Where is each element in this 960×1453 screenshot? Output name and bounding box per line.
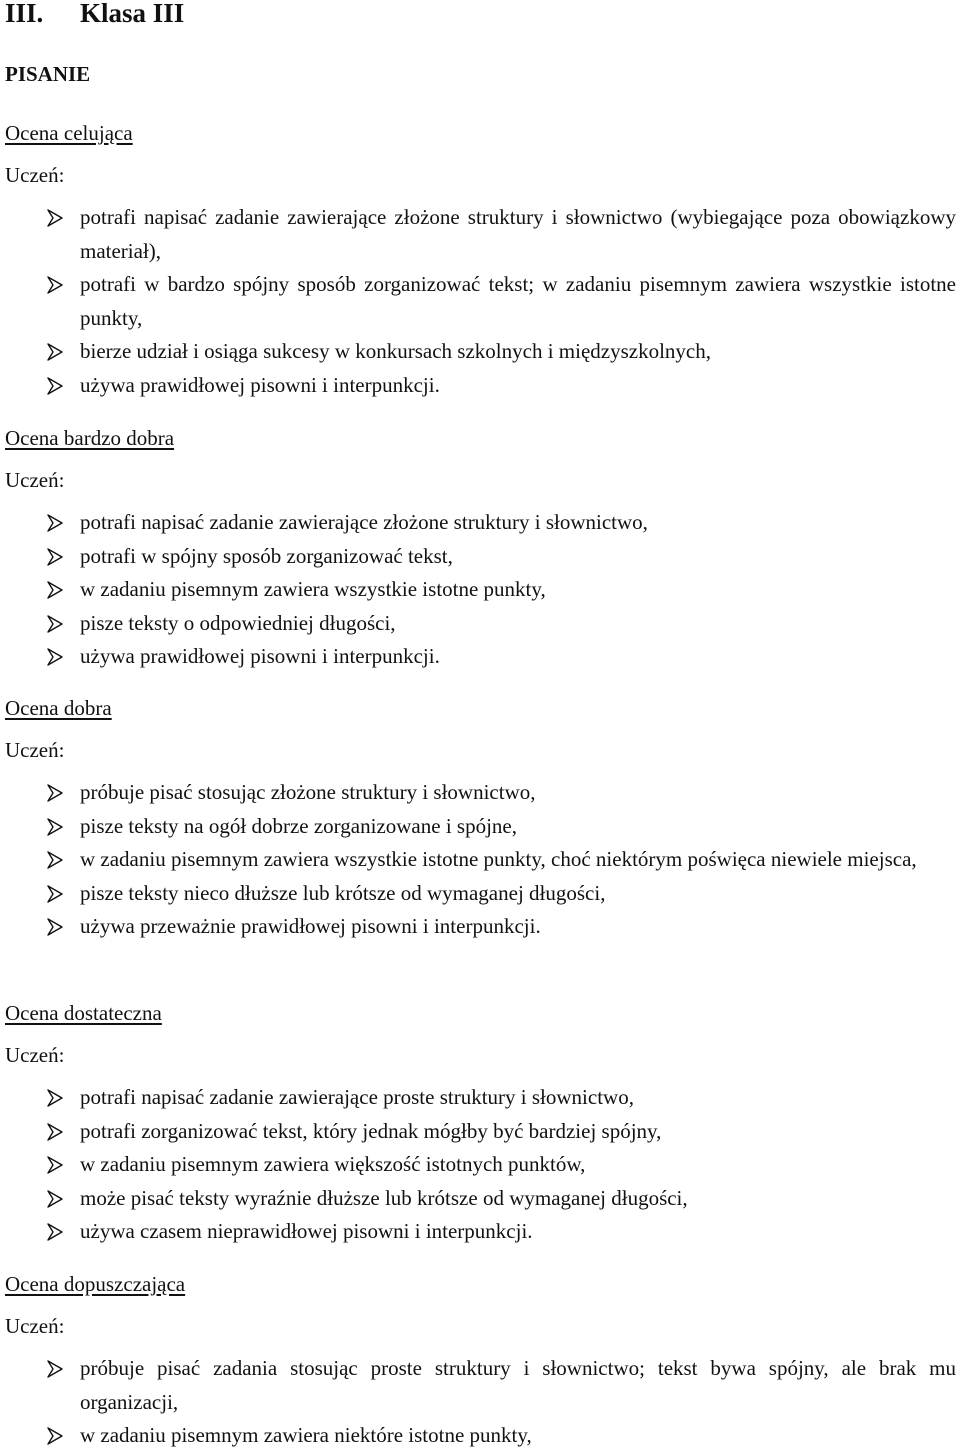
arrowhead-bullet-icon	[46, 1123, 64, 1141]
chapter-heading	[5, 0, 184, 30]
list-item-text: w zadaniu pisemnym zawiera niektóre istotne punkty,	[80, 1423, 532, 1447]
student-label: Uczeń:	[5, 738, 65, 762]
chapter-number: III.	[5, 0, 44, 28]
list-item-text: w zadaniu pisemnym zawiera większość istotnych punktów,	[80, 1152, 586, 1176]
list-item	[0, 810, 956, 844]
list-item	[0, 843, 956, 877]
criteria-list	[0, 776, 960, 944]
list-item	[0, 335, 956, 369]
list-item-text: potrafi w bardzo spójny sposób zorganizować tekst; w zadaniu pisemnym zawiera wszystkie istotne punkty,	[80, 272, 956, 330]
arrowhead-bullet-icon	[46, 885, 64, 903]
list-item-text: potrafi napisać zadanie zawierające złożone struktury i słownictwo,	[80, 510, 648, 534]
grade-title: Ocena dobra	[5, 696, 112, 720]
list-item	[0, 369, 956, 403]
grade-title: Ocena dostateczna	[5, 1001, 162, 1025]
arrowhead-bullet-icon	[46, 615, 64, 633]
student-label: Uczeń:	[5, 163, 65, 187]
list-item-text: używa przeważnie prawidłowej pisowni i interpunkcji.	[80, 914, 541, 938]
grade-title: Ocena dopuszczająca	[5, 1272, 186, 1296]
list-item-text: potrafi napisać zadanie zawierające proste struktury i słownictwo,	[80, 1085, 634, 1109]
arrowhead-bullet-icon	[46, 918, 64, 936]
arrowhead-bullet-icon	[46, 514, 64, 532]
list-item	[0, 1215, 956, 1249]
arrowhead-bullet-icon	[46, 209, 64, 227]
arrowhead-bullet-icon	[46, 1190, 64, 1208]
list-item	[0, 506, 956, 540]
list-item	[0, 877, 956, 911]
list-item	[0, 640, 956, 674]
criteria-list	[0, 201, 960, 402]
list-item	[0, 201, 956, 268]
chapter-title: Klasa III	[80, 0, 185, 28]
list-item-text: próbuje pisać zadania stosując proste struktury i słownictwo; tekst bywa spójny, ale brak mu organizacji,	[80, 1356, 956, 1414]
arrowhead-bullet-icon	[46, 818, 64, 836]
arrowhead-bullet-icon	[46, 851, 64, 869]
arrowhead-bullet-icon	[46, 548, 64, 566]
list-item-text: bierze udział i osiąga sukcesy w konkursach szkolnych i międzyszkolnych,	[80, 339, 711, 363]
list-item-text: używa prawidłowej pisowni i interpunkcji.	[80, 372, 440, 397]
list-item	[0, 607, 956, 641]
list-item	[0, 1115, 956, 1149]
list-item-text: używa prawidłowej pisowni i interpunkcji.	[80, 644, 440, 668]
student-label: Uczeń:	[5, 1314, 65, 1338]
list-item-text: używa czasem nieprawidłowej pisowni i interpunkcji.	[80, 1219, 533, 1243]
arrowhead-bullet-icon	[46, 1360, 64, 1378]
arrowhead-bullet-icon	[46, 276, 64, 294]
list-item	[0, 1148, 956, 1182]
list-item	[0, 573, 956, 607]
list-item-text: potrafi w spójny sposób zorganizować tekst,	[80, 543, 453, 568]
student-label: Uczeń:	[5, 1043, 65, 1067]
list-item	[0, 1182, 956, 1216]
arrowhead-bullet-icon	[46, 784, 64, 802]
grade-title: Ocena celująca	[5, 121, 133, 145]
criteria-list	[0, 1352, 960, 1453]
list-item-text: w zadaniu pisemnym zawiera wszystkie istotne punkty,	[80, 577, 546, 601]
criteria-list	[0, 1081, 960, 1249]
list-item-text: pisze teksty nieco dłuższe lub krótsze od wymaganej długości,	[80, 880, 606, 905]
list-item-text: potrafi zorganizować tekst, który jednak mógłby być bardziej spójny,	[80, 1118, 662, 1143]
list-item	[0, 540, 956, 574]
section-title: PISANIE	[5, 62, 91, 86]
list-item	[0, 910, 956, 944]
criteria-list	[0, 506, 960, 674]
arrowhead-bullet-icon	[46, 377, 64, 395]
list-item-text: pisze teksty o odpowiedniej długości,	[80, 610, 396, 635]
list-item	[0, 268, 956, 335]
list-item	[0, 1419, 956, 1453]
arrowhead-bullet-icon	[46, 648, 64, 666]
list-item-text: może pisać teksty wyraźnie dłuższe lub krótsze od wymaganej długości,	[80, 1185, 688, 1210]
list-item	[0, 1352, 956, 1419]
arrowhead-bullet-icon	[46, 1427, 64, 1445]
list-item-text: potrafi napisać zadanie zawierające złożone struktury i słownictwo (wybiegające poza obowiązkowy materiał),	[80, 205, 956, 263]
arrowhead-bullet-icon	[46, 1089, 64, 1107]
arrowhead-bullet-icon	[46, 581, 64, 599]
list-item	[0, 776, 956, 810]
arrowhead-bullet-icon	[46, 1156, 64, 1174]
arrowhead-bullet-icon	[46, 1223, 64, 1241]
list-item-text: próbuje pisać stosując złożone struktury i słownictwo,	[80, 780, 536, 804]
grade-title: Ocena bardzo dobra	[5, 426, 175, 450]
student-label: Uczeń:	[5, 468, 65, 492]
list-item	[0, 1081, 956, 1115]
list-item-text: w zadaniu pisemnym zawiera wszystkie istotne punkty, choć niektórym poświęca niewiele miejsca,	[80, 847, 917, 871]
list-item-text: pisze teksty na ogół dobrze zorganizowane i spójne,	[80, 813, 517, 838]
arrowhead-bullet-icon	[46, 343, 64, 361]
